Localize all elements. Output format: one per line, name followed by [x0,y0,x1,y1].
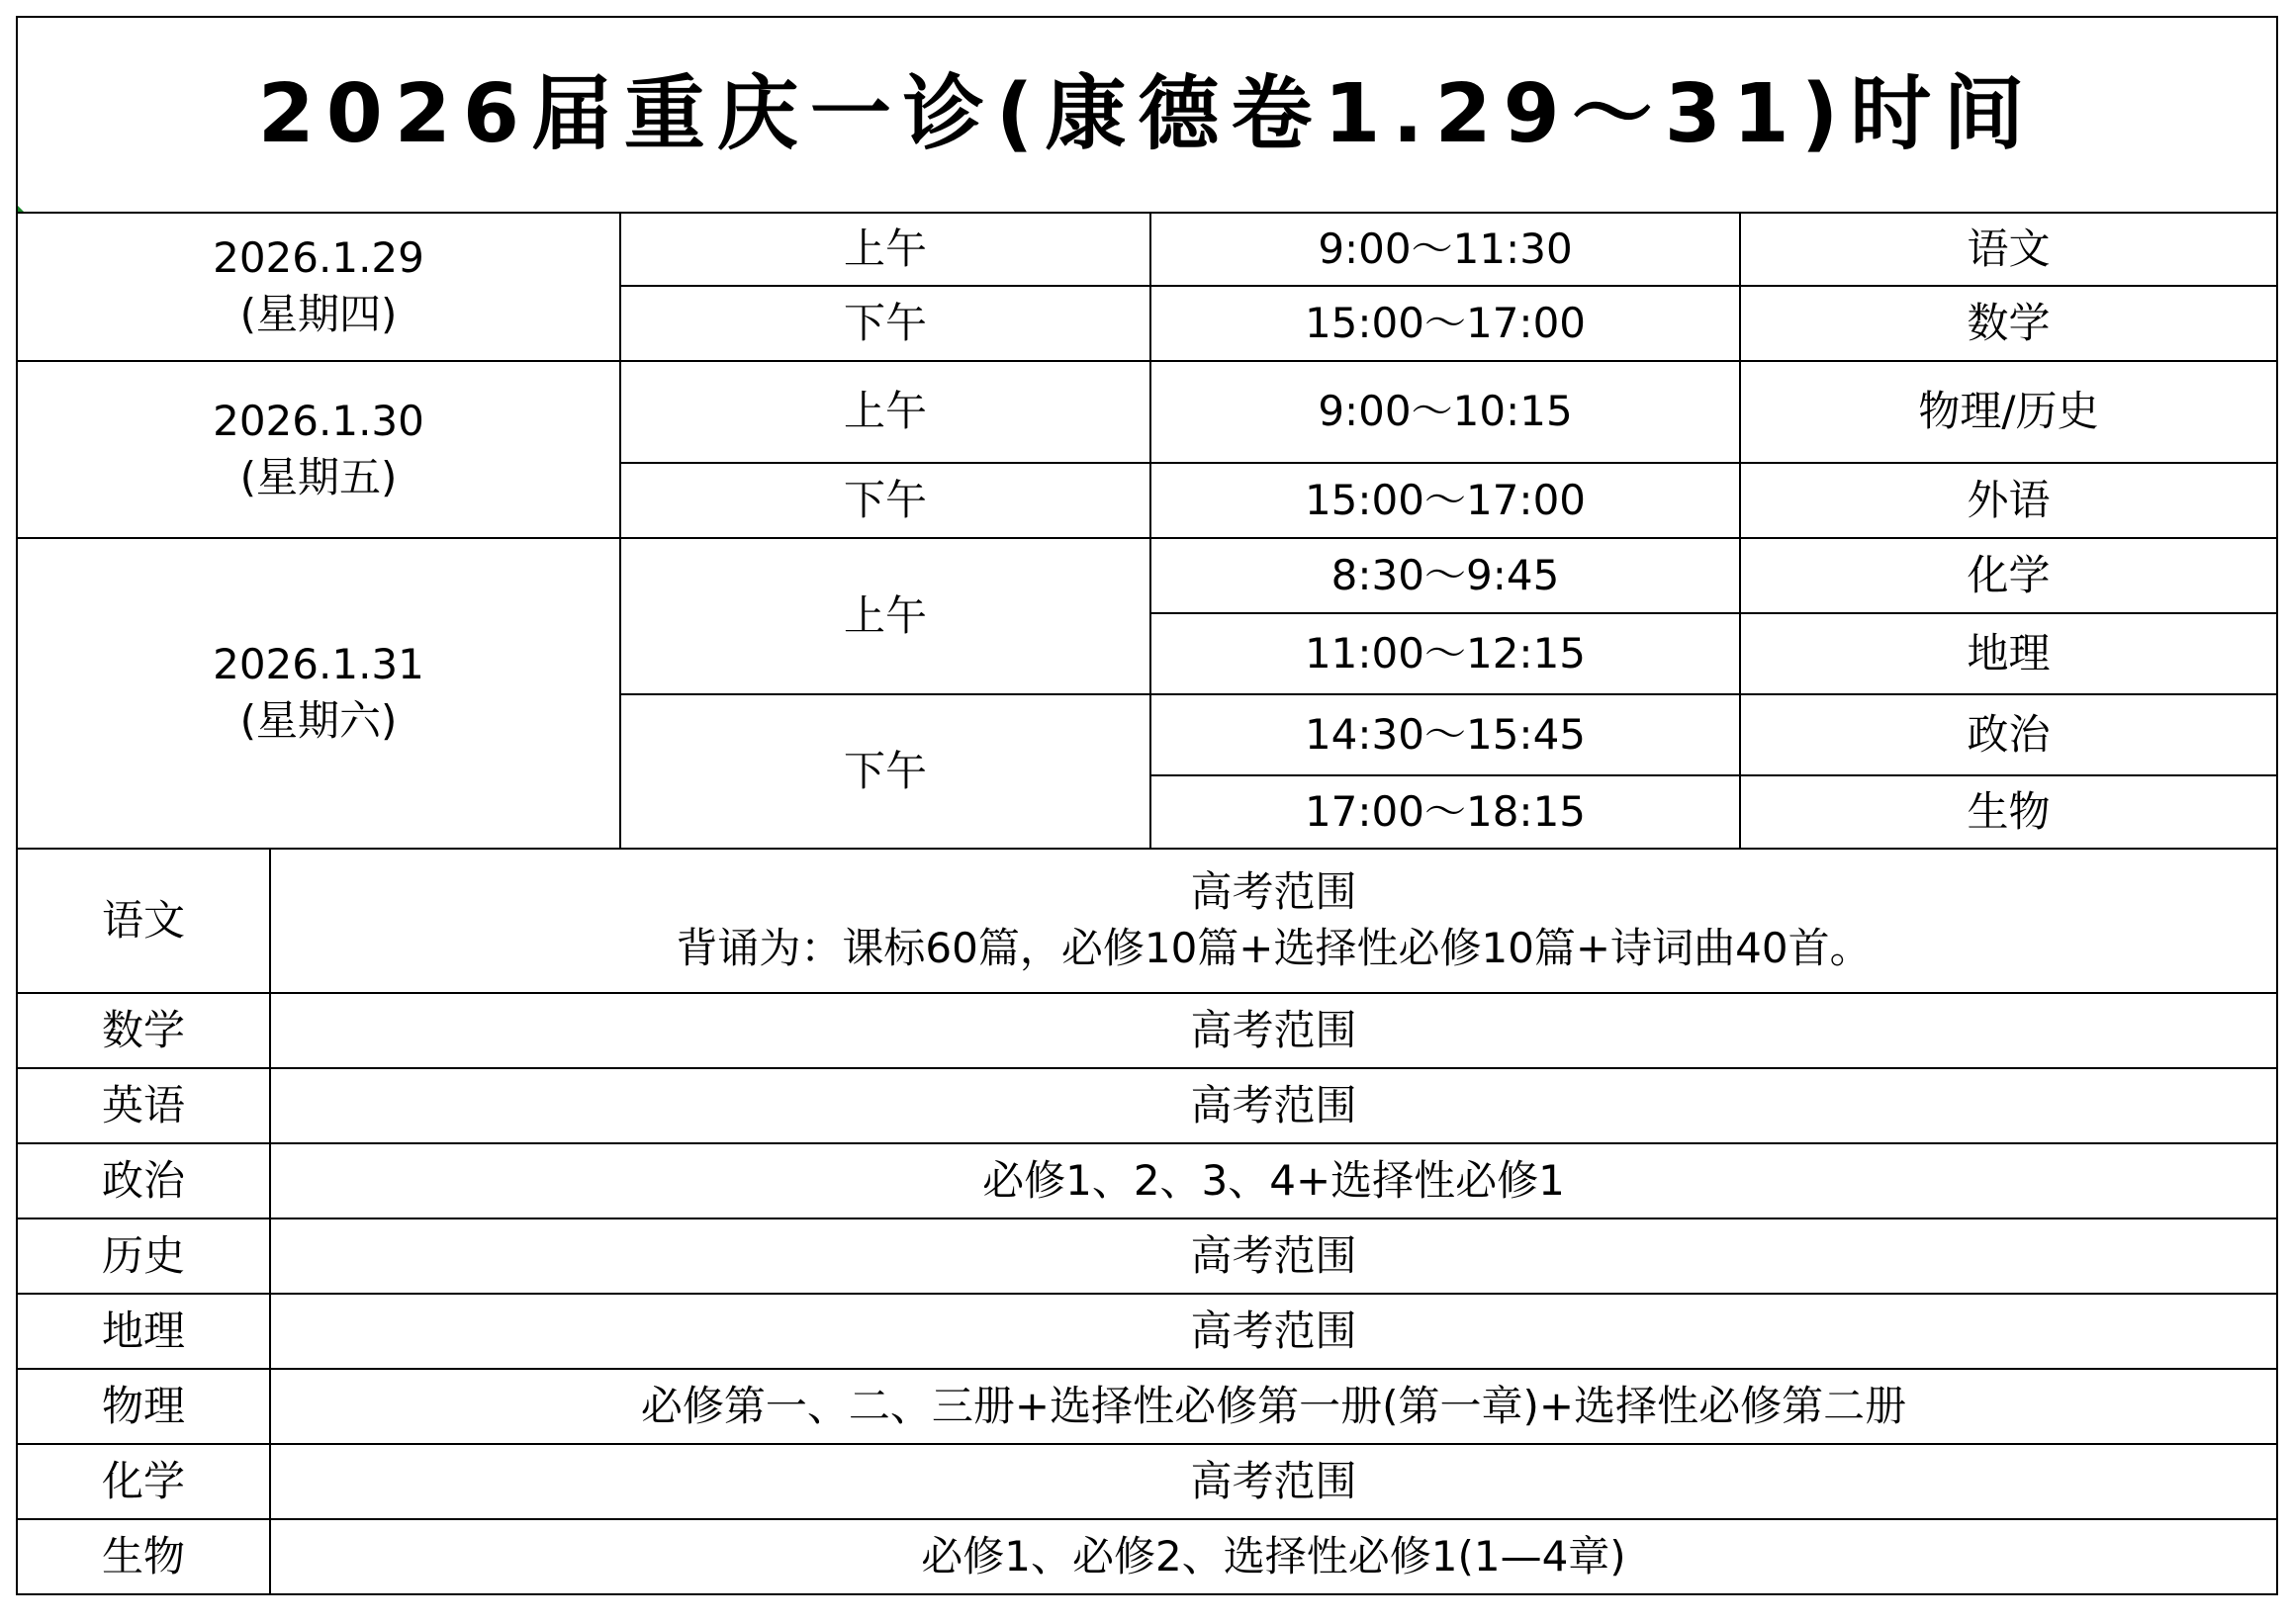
weekday-text: (星期六) [239,696,398,745]
scope-subject-cell: 生物 [17,1519,270,1594]
subject-cell: 数学 [1740,286,2277,361]
period-cell: 下午 [620,694,1150,849]
scope-subject-cell: 物理 [17,1369,270,1444]
date-cell [17,361,620,538]
schedule-row [17,361,2277,463]
weekday-text: (星期四) [239,290,398,338]
scope-subject-cell: 英语 [17,1068,270,1143]
date-cell [17,213,620,361]
schedule-row [17,538,2277,613]
subject-cell: 化学 [1740,538,2277,613]
scope-text-recitation: 背诵为：课标60篇，必修10篇+选择性必修10篇+诗词曲40首。 [676,924,1872,972]
date-text: 2026.1.30 [213,396,424,445]
scope-row [17,1143,2277,1218]
schedule-row [17,213,2277,286]
period-cell: 下午 [620,463,1150,538]
scope-subject-cell: 地理 [17,1294,270,1369]
time-cell: 14:30～15:45 [1150,694,1740,775]
date-text: 2026.1.31 [213,640,424,689]
scope-subject-cell: 政治 [17,1143,270,1218]
weekday-text: (星期五) [239,452,398,501]
scope-detail-cell: 高考范围 [270,1444,2277,1519]
subject-cell: 语文 [1740,213,2277,286]
scope-row [17,1294,2277,1369]
scope-row [17,1519,2277,1594]
exam-sheet [16,16,2276,1609]
subject-cell: 生物 [1740,775,2277,849]
scope-subject-cell: 历史 [17,1218,270,1294]
scope-detail-cell: 高考范围 [270,993,2277,1068]
time-cell: 17:00～18:15 [1150,775,1740,849]
scope-detail-cell: 高考范围 [270,1068,2277,1143]
scope-row [17,1444,2277,1519]
scope-subject-cell: 语文 [17,849,270,993]
scope-row [17,993,2277,1068]
time-cell: 9:00～10:15 [1150,361,1740,463]
scope-detail-cell: 必修1、2、3、4+选择性必修1 [270,1143,2277,1218]
scope-row [17,1068,2277,1143]
scope-subject-cell: 数学 [17,993,270,1068]
scope-detail-cell [270,849,2277,993]
subject-cell: 政治 [1740,694,2277,775]
scope-subject-cell: 化学 [17,1444,270,1519]
cell-marker [17,204,26,213]
period-cell: 下午 [620,286,1150,361]
time-cell: 15:00～17:00 [1150,286,1740,361]
date-text: 2026.1.29 [213,233,424,283]
scope-detail-cell: 高考范围 [270,1294,2277,1369]
date-cell [17,538,620,849]
subject-cell: 地理 [1740,613,2277,694]
scope-row [17,1218,2277,1294]
title-text: 2026届重庆一诊(康德卷1.29～31)时间 [257,66,2037,161]
period-cell: 上午 [620,361,1150,463]
period-cell: 上午 [620,538,1150,694]
page-title [17,17,2277,213]
time-cell: 8:30～9:45 [1150,538,1740,613]
scope-row [17,1369,2277,1444]
scope-detail-cell: 高考范围 [270,1218,2277,1294]
subject-cell: 外语 [1740,463,2277,538]
period-cell: 上午 [620,213,1150,286]
scope-detail-cell: 必修1、必修2、选择性必修1(1—4章) [270,1519,2277,1594]
subject-cell: 物理/历史 [1740,361,2277,463]
scope-detail-cell: 必修第一、二、三册+选择性必修第一册(第一章)+选择性必修第二册 [270,1369,2277,1444]
exam-schedule-table [16,16,2278,1595]
time-cell: 9:00～11:30 [1150,213,1740,286]
scope-text: 高考范围 [1190,867,1357,917]
time-cell: 11:00～12:15 [1150,613,1740,694]
title-row [17,17,2277,213]
time-cell: 15:00～17:00 [1150,463,1740,538]
scope-row [17,849,2277,993]
